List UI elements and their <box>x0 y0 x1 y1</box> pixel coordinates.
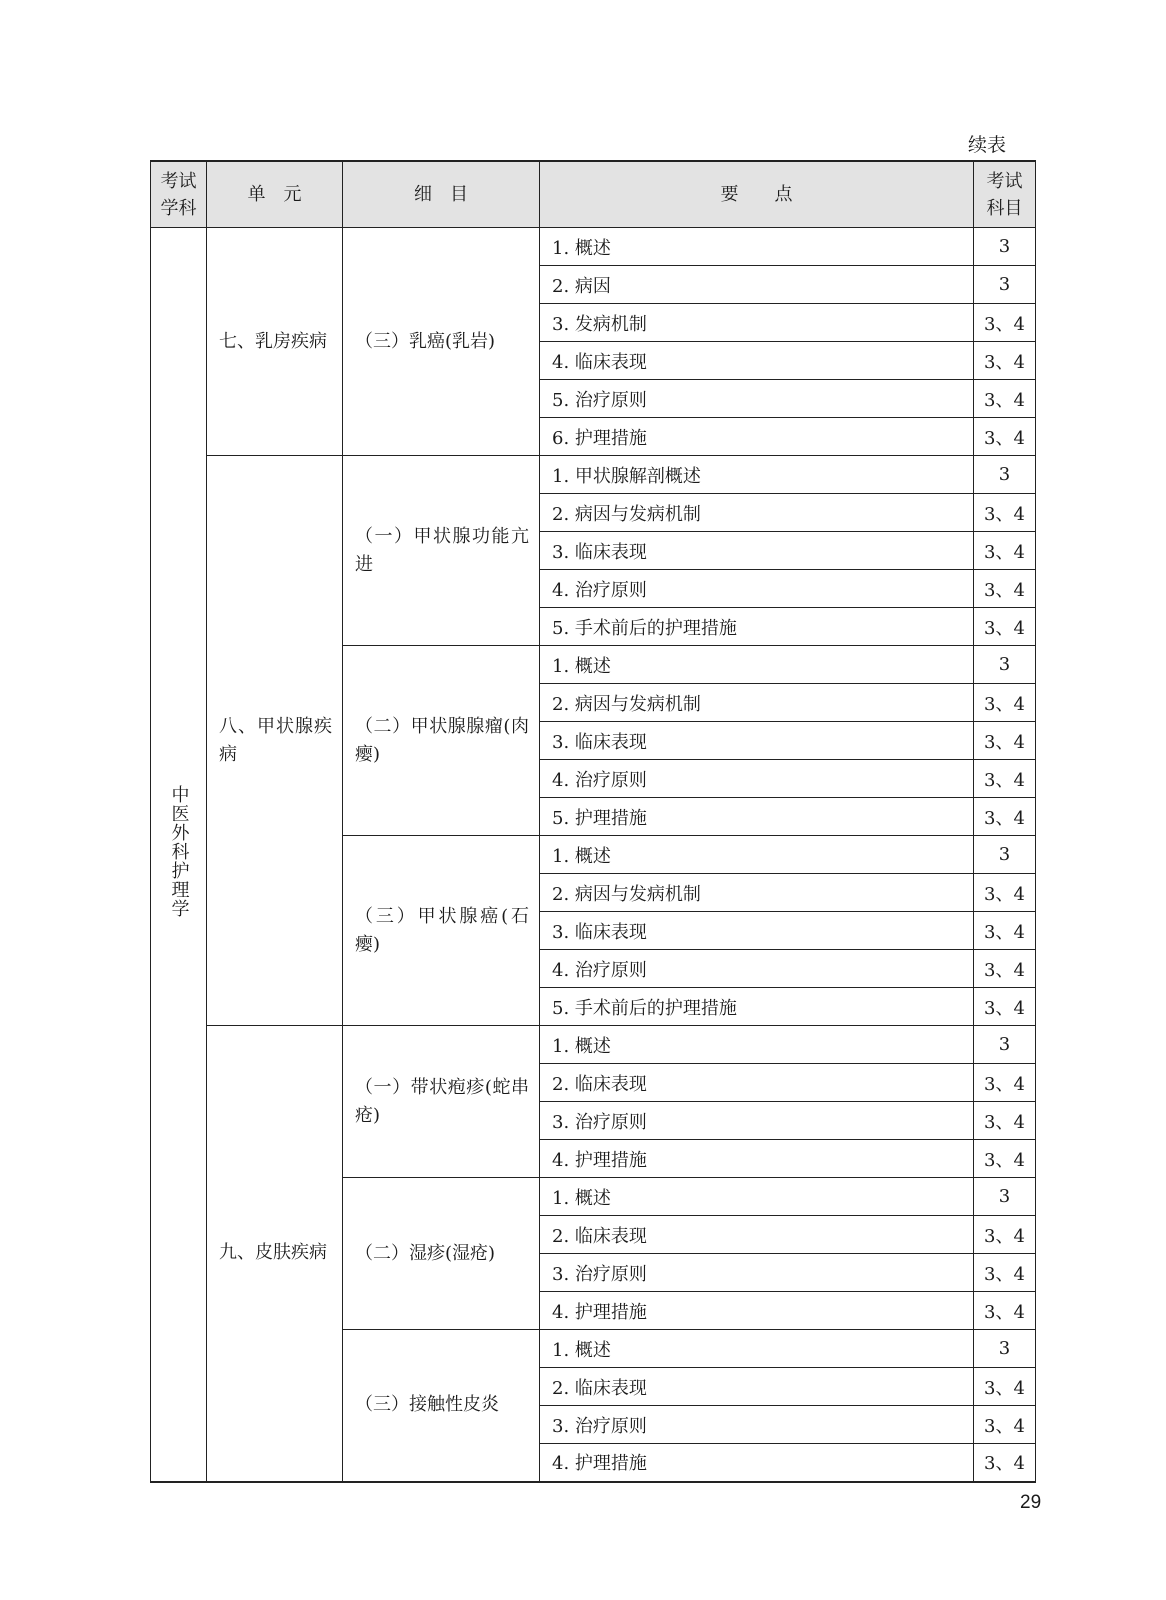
point-cell: 6. 护理措施 <box>540 418 974 456</box>
table-header-row <box>151 161 1036 228</box>
point-cell: 1. 概述 <box>540 1330 974 1368</box>
point-cell: 2. 临床表现 <box>540 1368 974 1406</box>
point-cell: 2. 病因 <box>540 266 974 304</box>
item-cell: （二）湿疹(湿疮) <box>343 1178 540 1330</box>
point-cell: 1. 概述 <box>540 228 974 266</box>
level-cell: 3、4 <box>974 380 1036 418</box>
point-cell: 4. 治疗原则 <box>540 760 974 798</box>
level-cell: 3 <box>974 456 1036 494</box>
level-cell: 3、4 <box>974 1368 1036 1406</box>
level-cell: 3、4 <box>974 1064 1036 1102</box>
point-cell: 1. 概述 <box>540 1026 974 1064</box>
point-cell: 2. 临床表现 <box>540 1216 974 1254</box>
point-cell: 1. 概述 <box>540 836 974 874</box>
level-cell: 3、4 <box>974 722 1036 760</box>
level-cell: 3 <box>974 1178 1036 1216</box>
level-cell: 3 <box>974 266 1036 304</box>
item-cell: （三）甲状腺癌(石瘿) <box>343 836 540 1026</box>
point-cell: 4. 护理措施 <box>540 1292 974 1330</box>
level-cell: 3、4 <box>974 1444 1036 1482</box>
point-cell: 2. 临床表现 <box>540 1064 974 1102</box>
point-cell: 4. 护理措施 <box>540 1140 974 1178</box>
level-cell: 3、4 <box>974 1292 1036 1330</box>
point-cell: 2. 病因与发病机制 <box>540 684 974 722</box>
table-row <box>151 228 1036 266</box>
level-cell: 3、4 <box>974 494 1036 532</box>
unit-cell: 九、皮肤疾病 <box>207 1026 343 1482</box>
point-cell: 1. 概述 <box>540 1178 974 1216</box>
continuation-label: 续表 <box>968 134 1007 156</box>
level-cell: 3 <box>974 1026 1036 1064</box>
table-row <box>151 1026 1036 1064</box>
unit-cell: 七、乳房疾病 <box>207 228 343 456</box>
point-cell: 5. 手术前后的护理措施 <box>540 988 974 1026</box>
point-cell: 1. 概述 <box>540 646 974 684</box>
page-number: 29 <box>1020 1492 1042 1513</box>
level-cell: 3、4 <box>974 1406 1036 1444</box>
level-cell: 3、4 <box>974 342 1036 380</box>
level-cell: 3、4 <box>974 798 1036 836</box>
level-cell: 3、4 <box>974 1102 1036 1140</box>
item-cell: （三）接触性皮炎 <box>343 1330 540 1482</box>
point-cell: 4. 护理措施 <box>540 1444 974 1482</box>
header-level: 考试 科目 <box>974 161 1036 228</box>
point-cell: 2. 病因与发病机制 <box>540 494 974 532</box>
level-cell: 3、4 <box>974 684 1036 722</box>
level-cell: 3、4 <box>974 950 1036 988</box>
level-cell: 3、4 <box>974 912 1036 950</box>
point-cell: 4. 临床表现 <box>540 342 974 380</box>
level-cell: 3、4 <box>974 988 1036 1026</box>
point-cell: 2. 病因与发病机制 <box>540 874 974 912</box>
table-row <box>151 456 1036 494</box>
item-cell: （三）乳癌(乳岩) <box>343 228 540 456</box>
header-points: 要 点 <box>540 161 974 228</box>
level-cell: 3、4 <box>974 1216 1036 1254</box>
point-cell: 3. 治疗原则 <box>540 1102 974 1140</box>
point-cell: 1. 甲状腺解剖概述 <box>540 456 974 494</box>
level-cell: 3 <box>974 1330 1036 1368</box>
point-cell: 4. 治疗原则 <box>540 950 974 988</box>
subject-name: 中医外科护理学 <box>168 785 190 919</box>
level-cell: 3、4 <box>974 1140 1036 1178</box>
table-body <box>151 228 1036 1482</box>
point-cell: 3. 发病机制 <box>540 304 974 342</box>
point-cell: 5. 护理措施 <box>540 798 974 836</box>
item-cell: （一）带状疱疹(蛇串疮) <box>343 1026 540 1178</box>
point-cell: 3. 临床表现 <box>540 532 974 570</box>
item-cell: （一）甲状腺功能亢进 <box>343 456 540 646</box>
level-cell: 3 <box>974 228 1036 266</box>
unit-cell: 八、甲状腺疾病 <box>207 456 343 1026</box>
header-item: 细 目 <box>343 161 540 228</box>
item-cell: （二）甲状腺腺瘤(肉瘿) <box>343 646 540 836</box>
point-cell: 4. 治疗原则 <box>540 570 974 608</box>
level-cell: 3、4 <box>974 608 1036 646</box>
header-subject: 考试 学科 <box>151 161 207 228</box>
syllabus-table <box>150 160 1036 1483</box>
point-cell: 5. 手术前后的护理措施 <box>540 608 974 646</box>
header-unit: 单 元 <box>207 161 343 228</box>
point-cell: 3. 临床表现 <box>540 722 974 760</box>
point-cell: 5. 治疗原则 <box>540 380 974 418</box>
level-cell: 3、4 <box>974 570 1036 608</box>
level-cell: 3 <box>974 646 1036 684</box>
point-cell: 3. 治疗原则 <box>540 1254 974 1292</box>
level-cell: 3、4 <box>974 874 1036 912</box>
point-cell: 3. 治疗原则 <box>540 1406 974 1444</box>
subject-cell <box>151 228 207 1482</box>
level-cell: 3、4 <box>974 1254 1036 1292</box>
level-cell: 3、4 <box>974 418 1036 456</box>
level-cell: 3、4 <box>974 304 1036 342</box>
level-cell: 3、4 <box>974 760 1036 798</box>
level-cell: 3 <box>974 836 1036 874</box>
level-cell: 3、4 <box>974 532 1036 570</box>
point-cell: 3. 临床表现 <box>540 912 974 950</box>
